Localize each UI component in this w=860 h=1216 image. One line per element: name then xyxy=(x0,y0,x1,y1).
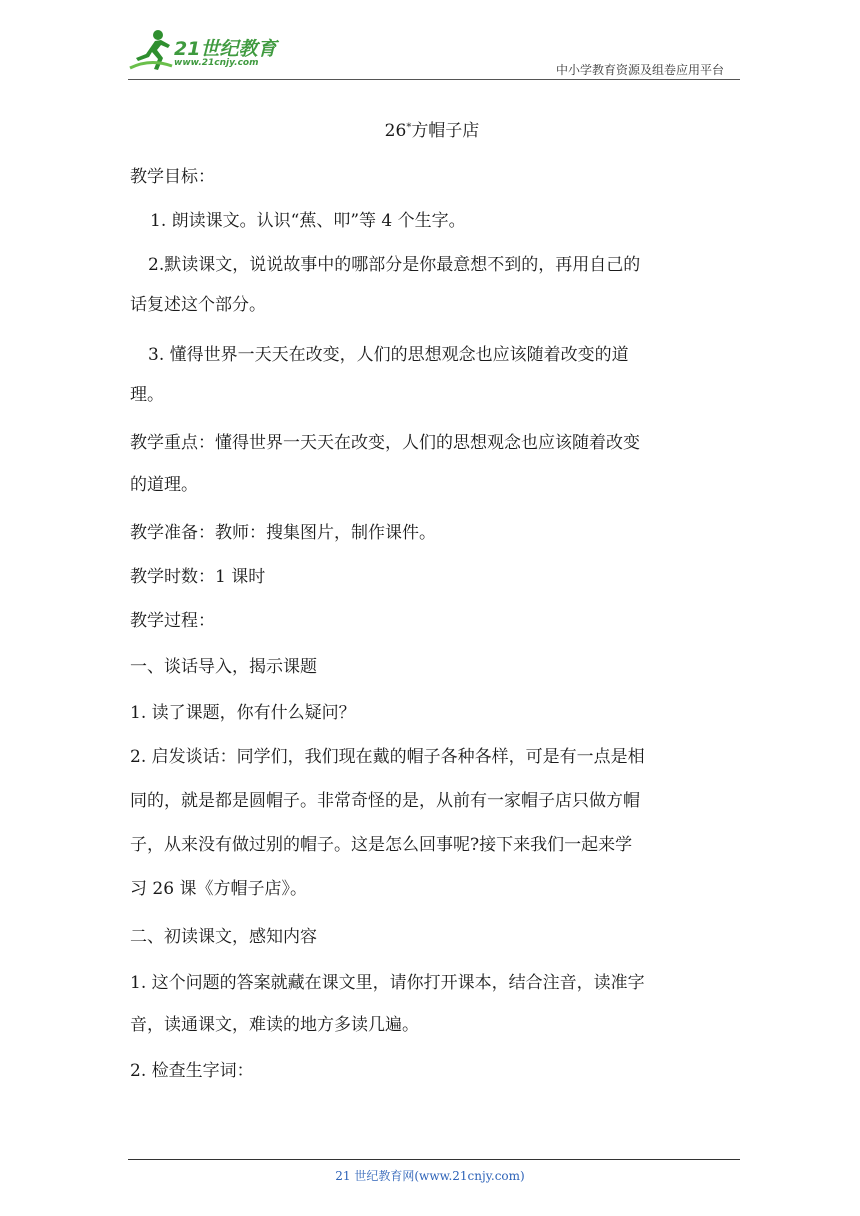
document-line: 一、谈话导入，揭示课题 xyxy=(130,657,317,677)
document-line: 教学准备：教师：搜集图片，制作课件。 xyxy=(130,523,436,543)
running-figure-icon xyxy=(128,28,174,72)
site-logo[interactable] xyxy=(128,28,288,78)
document-title xyxy=(130,116,734,141)
document-line: 习 26 课《方帽子店》。 xyxy=(130,879,307,899)
document-line: 教学时数：1 课时 xyxy=(130,567,266,587)
header-divider xyxy=(128,79,740,80)
title-text: 方帽子店 xyxy=(411,121,480,141)
document-line: 2.默读课文，说说故事中的哪部分是你最意想不到的，再用自己的 xyxy=(148,255,641,275)
document-line: 同的，就是都是圆帽子。非常奇怪的是，从前有一家帽子店只做方帽 xyxy=(130,791,640,811)
document-line: 2. 检查生字词： xyxy=(130,1061,254,1081)
platform-tagline: 中小学教育资源及组卷应用平台 xyxy=(555,63,724,77)
document-line: 2. 启发谈话：同学们，我们现在戴的帽子各种各样，可是有一点是相 xyxy=(130,747,645,767)
document-line: 二、初读课文，感知内容 xyxy=(130,927,317,947)
document-line: 理。 xyxy=(130,385,164,405)
document-line: 的道理。 xyxy=(130,475,198,495)
document-line: 教学过程： xyxy=(130,611,215,631)
logo-url: www.21cnjy.com xyxy=(174,58,259,68)
title-number: 26 xyxy=(384,121,407,141)
document-line: 1. 这个问题的答案就藏在课文里，请你打开课本，结合注音，读准字 xyxy=(130,973,645,993)
page-header xyxy=(0,0,860,80)
document-line: 教学重点：懂得世界一天天在改变，人们的思想观念也应该随着改变 xyxy=(130,433,640,453)
document-line: 话复述这个部分。 xyxy=(130,295,266,315)
document-line: 子，从来没有做过别的帽子。这是怎么回事呢?接下来我们一起来学 xyxy=(130,835,633,855)
document-line: 教学目标： xyxy=(130,167,215,187)
title-mark: * xyxy=(406,122,412,133)
document-line: 1. 朗读课文。认识“蕉、叩”等 4 个生字。 xyxy=(150,211,466,231)
footer-divider xyxy=(128,1159,740,1160)
document-line: 音，读通课文，难读的地方多读几遍。 xyxy=(130,1015,419,1035)
document-line: 3. 懂得世界一天天在改变，人们的思想观念也应该随着改变的道 xyxy=(148,345,629,365)
logo-name: 21世纪教育 xyxy=(174,38,277,60)
document-line: 1. 读了课题，你有什么疑问？ xyxy=(130,703,356,723)
footer-link[interactable]: 21 世纪教育网(www.21cnjy.com) xyxy=(335,1169,525,1183)
